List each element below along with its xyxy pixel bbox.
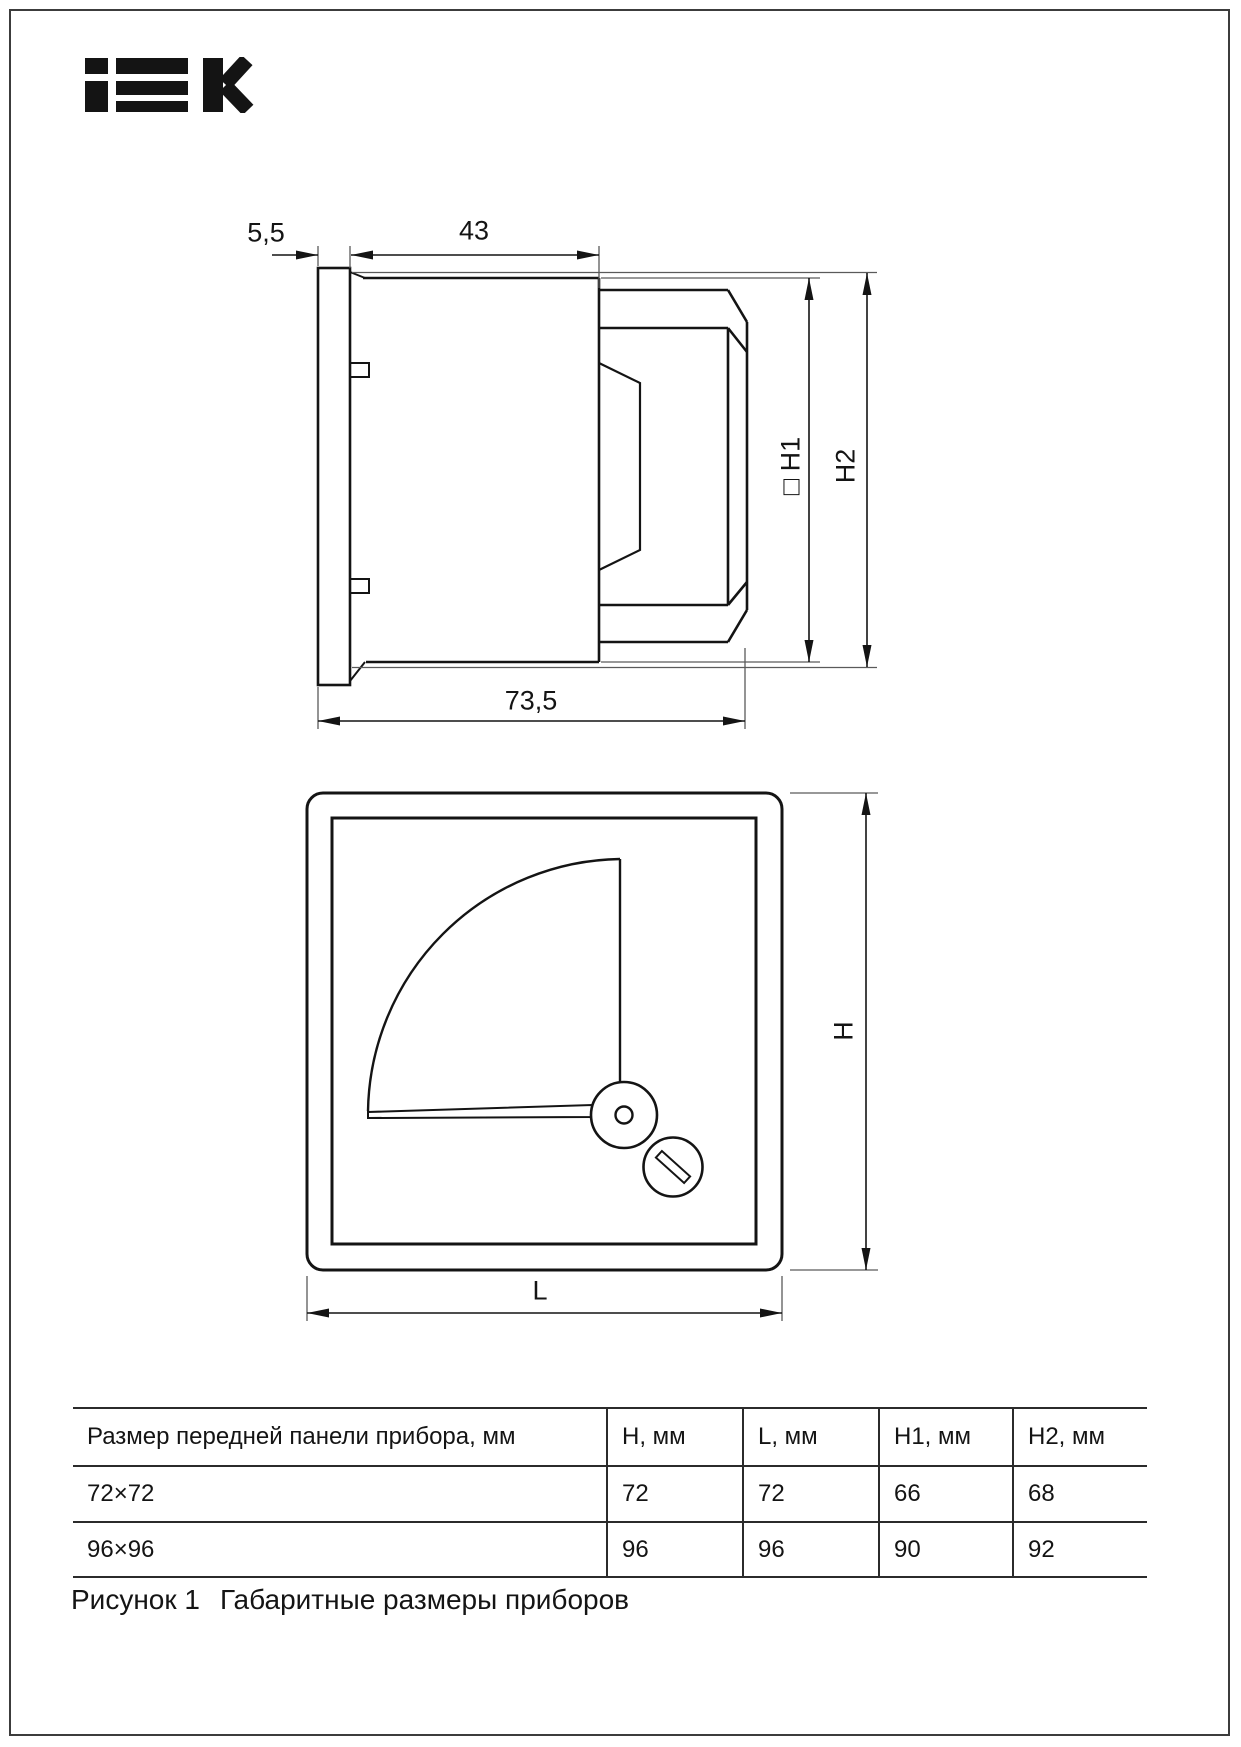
front-view-dimension-lines [307, 793, 871, 1318]
dim-label-width: L [532, 1275, 548, 1306]
col-header-h2: H2, мм [1012, 1409, 1147, 1465]
figure-number: Рисунок 1 [71, 1584, 200, 1615]
dim-label-h1: □ H1 [775, 436, 806, 496]
figure-title: Габаритные размеры приборов [219, 1584, 630, 1615]
side-rear-housing-edges [728, 322, 747, 610]
front-view-extension-lines [307, 793, 878, 1321]
cell-l-96: 96 [742, 1523, 878, 1576]
cell-l-72: 72 [742, 1467, 878, 1521]
col-header-h: H, мм [606, 1409, 742, 1465]
front-pivot-hub [591, 1082, 657, 1148]
cell-h-96: 96 [606, 1523, 742, 1576]
side-clip-bottom [350, 579, 369, 593]
cell-h2-96: 92 [1012, 1523, 1147, 1576]
side-rear-housing-faces [599, 290, 728, 642]
front-adjust-screw [644, 1138, 703, 1197]
dim-label-body-depth: 43 [458, 215, 490, 246]
front-dial-arc [368, 859, 620, 1111]
side-bezel-plate [318, 268, 350, 685]
front-needle [368, 1105, 592, 1118]
table-header-row [73, 1409, 1147, 1467]
front-outer-bezel [307, 793, 782, 1270]
table-row [73, 1523, 1147, 1578]
cell-size-96: 96×96 [87, 1535, 155, 1563]
table-row [73, 1467, 1147, 1523]
cell-h1-96: 90 [878, 1523, 1012, 1576]
side-body-lip [350, 272, 365, 681]
side-clip-top [350, 363, 369, 377]
col-header-l: L, мм [742, 1409, 878, 1465]
side-view [318, 268, 747, 685]
side-rear-housing-chamfers [728, 290, 747, 642]
cell-size-72: 72×72 [87, 1480, 155, 1507]
col-header-h1: H1, мм [878, 1409, 1012, 1465]
dim-label-total-depth: 73,5 [504, 685, 558, 716]
dim-label-h2: H2 [830, 448, 861, 484]
dimensions-table [73, 1407, 1147, 1578]
dim-label-height: H [828, 1021, 859, 1041]
side-mechanism-silhouette [599, 363, 640, 570]
cell-h2-72: 68 [1012, 1467, 1147, 1521]
col-header-panel-size: Размер передней панели прибора, мм [87, 1423, 516, 1450]
side-body [363, 278, 599, 662]
figure-caption [71, 1584, 629, 1616]
front-view [307, 793, 782, 1270]
cell-h1-72: 66 [878, 1467, 1012, 1521]
cell-h-72: 72 [606, 1467, 742, 1521]
dim-label-bezel-depth: 5,5 [247, 217, 285, 248]
